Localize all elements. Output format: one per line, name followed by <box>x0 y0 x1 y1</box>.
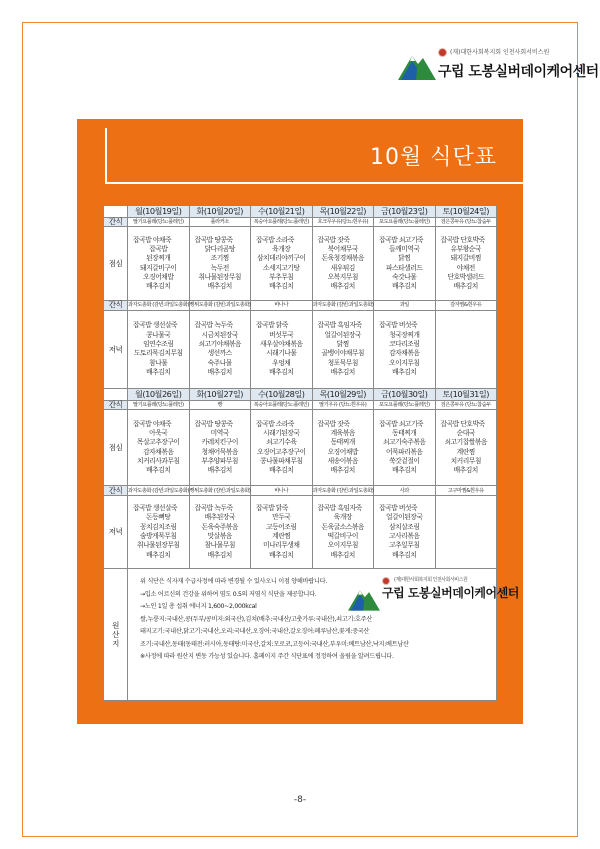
title-block <box>105 128 523 184</box>
menu-item: 야채전 <box>456 263 475 272</box>
day-header: 금(10월30일) <box>374 389 436 401</box>
menu-item: 새우살야채볶음 <box>260 340 303 349</box>
menu-item: 돈육청경채볶음 <box>321 254 364 263</box>
snack-cell: 빵 <box>189 400 251 409</box>
menu-item: 잡곡밥 <box>149 244 168 253</box>
menu-item: 치커리무침 <box>450 456 481 465</box>
menu-item: 돈육굴소스볶음 <box>321 522 364 531</box>
menu-item: 얼갈이된장국 <box>386 513 423 522</box>
menu-item: 숙갓나물 <box>392 272 417 281</box>
menu-item: 배추김치 <box>392 466 417 475</box>
menu-item: 돼지갈비찜 <box>450 254 481 263</box>
menu-item: 돈등뼈탕 <box>146 513 171 522</box>
meal-cell <box>189 495 251 568</box>
origin-label <box>104 569 128 701</box>
menu-item: 배추김치 <box>330 550 355 559</box>
menu-item: 숨방게묵무침 <box>140 531 177 540</box>
note-line: 위 식단은 식자재 수급사정에 따라 변경될 수 있사오니 이점 양해바랍니다. <box>140 578 327 586</box>
snack-cell: 사과 <box>374 486 436 495</box>
menu-item: 청포묵무침 <box>327 358 358 367</box>
menu-item: 골뱅이야채무침 <box>321 349 364 358</box>
notes-logo <box>348 575 519 615</box>
menu-item: 잡곡밥 흑임자죽 <box>317 321 362 330</box>
menu-item: 배추김치 <box>207 282 232 291</box>
snack-cell: 뻥튀도총화 (감빈:과일도총화) <box>189 302 251 309</box>
snack-cell: 딸기우유 (당뇨:흰우유) <box>312 400 374 409</box>
note-line: ※사정에 따라 원산지 변동 가능성 있습니다. 홈페이지 주간 식단표에 정정하여 올림을 알려드립니다. <box>140 653 394 661</box>
meal-cell <box>189 310 251 388</box>
note-line: →노인 1일 총 섭취 에너지 1,600~2,000kcal <box>140 603 257 611</box>
menu-item: 새송이볶음 <box>327 456 358 465</box>
menu-item: 잡곡밥 녹두죽 <box>194 321 233 330</box>
menu-item: 맛살볶음 <box>207 531 232 540</box>
meal-cell <box>251 310 313 388</box>
meal-cell <box>312 310 374 388</box>
menu-item: 배추김치 <box>269 367 294 376</box>
menu-item: 잡곡밥 야채죽 <box>133 235 172 244</box>
menu-item: 콩나물파채무침 <box>260 456 303 465</box>
menu-item: 만두국 <box>272 513 291 522</box>
org-name: 구립 도봉실버데이케어센터 <box>438 64 599 80</box>
menu-item: 동태찌개 <box>330 438 355 447</box>
note-line: 돼지고기:국내산,닭고기:국내산,오리:국내산,오징어:국내산,갈오징어:페루남산,꽃게:중국산 <box>140 628 370 636</box>
menu-item: 돼지갈비구이 <box>140 263 177 272</box>
lunch-row <box>104 226 497 300</box>
menu-item: 쑥갓겉절이 <box>389 456 420 465</box>
menu-item: 오징어채밥 <box>327 447 358 456</box>
menu-item: 미나리무생채 <box>263 541 300 550</box>
menu-item: 계육볶음 <box>330 429 355 438</box>
menu-item: 임연수조림 <box>143 340 174 349</box>
menu-item: 잡곡밥 소라죽 <box>256 419 295 428</box>
snack-row <box>104 301 497 310</box>
meal-cell <box>435 310 497 388</box>
menu-item: 계란찜 <box>456 447 475 456</box>
snack-cell: 바나나 <box>251 301 313 310</box>
menu-item: 생선까스 <box>207 349 232 358</box>
menu-item: 잡곡밥 잣죽 <box>317 235 350 244</box>
logo-badge-icon <box>382 577 390 585</box>
menu-item: 배추김치 <box>146 466 171 475</box>
snack-cell: 복숭아요플레(당뇨:플레인) <box>251 400 313 409</box>
menu-item: 배추김치 <box>392 282 417 291</box>
snack-cell: 포도요플레(당뇨:플레인) <box>374 400 436 409</box>
notes-logo-name: 구립 도봉실버데이케어센터 <box>382 586 519 601</box>
snack-cell: 호크무우유(당뇨:흰우유) <box>312 217 374 226</box>
notes-row <box>104 569 497 701</box>
day-header: 화(10월20일) <box>189 206 251 218</box>
menu-item: 배추김치 <box>146 550 171 559</box>
corner-cell <box>104 206 128 218</box>
menu-item: 잡곡밥 흑임자죽 <box>317 504 362 513</box>
meal-cell <box>251 495 313 568</box>
menu-item: 단호박샐러드 <box>447 272 484 281</box>
corner-cell <box>104 389 128 401</box>
origin-label-char: 지 <box>112 639 119 649</box>
menu-item: 고등어조림 <box>266 522 297 531</box>
notes-logo-subtitle: (재)대한사회복지회 인천사회서비스원 <box>394 577 468 584</box>
menu-item: 잡곡밥 쇠고기죽 <box>379 235 424 244</box>
snack-cell: 과일 <box>374 301 436 310</box>
menu-item: 시래기나물 <box>266 349 297 358</box>
menu-item: 파스타샐러드 <box>386 263 423 272</box>
menu-item: 잡곡밥 버섯죽 <box>379 321 418 330</box>
meal-cell <box>251 410 313 486</box>
menu-item: 오이지무침 <box>389 358 420 367</box>
day-header: 목(10월29일) <box>312 389 374 401</box>
menu-item: 새우튀김 <box>330 263 355 272</box>
snack-cell: 포도요플레(당뇨:플레인) <box>374 217 436 226</box>
meal-cell <box>128 495 190 568</box>
menu-item: 잡곡밥 땅콩죽 <box>194 419 233 428</box>
meal-cell <box>435 410 497 486</box>
menu-item: 육개장 <box>272 244 291 253</box>
menu-item: 쇠고기찹쌀볶음 <box>444 438 487 447</box>
dinner-label: 저녁 <box>104 310 128 388</box>
menu-item: 치커리사과무침 <box>137 456 180 465</box>
dinner-row <box>104 495 497 568</box>
menu-item: 미역국 <box>210 429 229 438</box>
note-line: →입소 어르신의 건강을 위하여 염도 0.5의 저염식 식단을 제공합니다. <box>140 590 317 598</box>
menu-item: 잡곡밥 닭죽 <box>256 321 288 330</box>
menu-item: 닭찜 <box>398 254 411 263</box>
origin-label-char: 산 <box>112 629 119 639</box>
menu-item: 취나물된장무침 <box>198 272 241 281</box>
snack-cell: 복숭아요플레(당뇨:플레인) <box>251 217 313 226</box>
snack-cell: 과자도총화 (감빈:과일도총화) <box>312 302 374 309</box>
snack-label: 간식 <box>104 486 128 495</box>
menu-item: 청국장찌개 <box>389 330 420 339</box>
menu-item: 카레치킨구이 <box>201 438 238 447</box>
origin-label-char: 원 <box>112 620 119 630</box>
menu-item: 녹두전 <box>210 263 229 272</box>
menu-item: 어묵파리볶음 <box>386 447 423 456</box>
meal-cell <box>435 495 497 568</box>
lunch-label: 점심 <box>104 410 128 486</box>
menu-item: 코다리조림 <box>389 340 420 349</box>
menu-item: 잡곡밥 생선살죽 <box>133 321 178 330</box>
menu-item: 잡곡밥 단호박죽 <box>440 235 485 244</box>
snack-cell: 고구마찜&흰우유 <box>435 486 497 495</box>
menu-item: 배추김치 <box>146 367 171 376</box>
menu-item: 닭다리곰탕 <box>204 244 235 253</box>
menu-item: 배추김치 <box>269 466 294 475</box>
menu-item: 들깨미역국 <box>389 244 420 253</box>
snack-row <box>104 400 497 409</box>
day-header: 월(10월19일) <box>128 206 190 218</box>
snack-cell: 뻥튀도총화 (감빈:과일도총화) <box>189 487 251 494</box>
menu-item: 배추김치 <box>269 550 294 559</box>
menu-item: 잡곡밥 쇠고기죽 <box>379 419 424 428</box>
meal-cell <box>312 410 374 486</box>
meal-cell <box>435 226 497 300</box>
menu-item: 배추된장국 <box>204 513 235 522</box>
snack-row <box>104 217 497 226</box>
day-header-row <box>104 389 497 401</box>
snack-cell: 검은콩두유 (당뇨:참숨두 <box>435 400 497 409</box>
menu-item: 배추김치 <box>207 550 232 559</box>
snack-cell: 딸기요플레(당뇨:플레인) <box>128 400 190 409</box>
snack-cell: 과자도총화 (감빈:과일도총화) <box>128 487 190 494</box>
menu-item: 배추김치 <box>392 550 417 559</box>
menu-item: 부추양파무침 <box>201 456 238 465</box>
menu-item: 된장찌개 <box>146 254 171 263</box>
menu-item: 숙주나물 <box>207 358 232 367</box>
snack-cell: 과자도총화 (감빈:과일도총화) <box>128 302 190 309</box>
page-title: 10월 식단표 <box>370 145 497 170</box>
lunch-row <box>104 410 497 486</box>
snack-cell: 감자찜&흰우유 <box>435 301 497 310</box>
dinner-row <box>104 310 497 388</box>
menu-item: 계란찜 <box>272 531 291 540</box>
day-header: 월(10월26일) <box>128 389 190 401</box>
snack-label: 간식 <box>104 217 128 226</box>
meal-cell <box>251 226 313 300</box>
day-header: 토(10월31일) <box>435 389 497 401</box>
menu-item: 쇠고기숙주볶음 <box>383 438 426 447</box>
menu-item: 삼치데리야끼구이 <box>256 254 306 263</box>
menu-item: 아욱국 <box>149 429 168 438</box>
menu-item: 오이지무침 <box>327 541 358 550</box>
menu-item: 배추김치 <box>392 367 417 376</box>
meal-cell <box>128 410 190 486</box>
snack-cell: 과자도총화 (감빈:과일도총화) <box>312 487 374 494</box>
menu-item: 잡곡밥 잣죽 <box>317 419 350 428</box>
menu-table <box>103 205 519 701</box>
menu-item: 부추무침 <box>269 272 294 281</box>
menu-item: 목살고추장구이 <box>137 438 180 447</box>
snack-cell: 플라커소 <box>189 217 251 226</box>
menu-item: 취나물된장무침 <box>137 541 180 550</box>
notes-body <box>128 569 519 701</box>
lunch-label: 점심 <box>104 226 128 300</box>
menu-item: 고추잎무침 <box>389 541 420 550</box>
menu-item: 잡곡밥 야채죽 <box>133 419 172 428</box>
menu-item: 삼치살조림 <box>389 522 420 531</box>
page-number: -8- <box>293 795 307 805</box>
menu-item: 닭찜 <box>336 340 349 349</box>
menu-item: 배추김치 <box>453 466 478 475</box>
menu-item: 잡곡밥 소라죽 <box>256 235 295 244</box>
mountain-logo-icon <box>348 585 380 611</box>
menu-item: 배추김치 <box>330 367 355 376</box>
menu-item: 유부왕순국 <box>450 244 481 253</box>
day-header: 화(10월27일) <box>189 389 251 401</box>
day-header-row <box>104 206 497 218</box>
org-subtitle: (재)대한사회복지회 인천사회서비스원 <box>450 49 550 56</box>
snack-label: 간식 <box>104 400 128 409</box>
menu-item: 오징어채밥 <box>143 272 174 281</box>
meal-cell <box>189 226 251 300</box>
menu-item: 감자채볶음 <box>389 349 420 358</box>
menu-item: 꽁치김치조림 <box>140 522 177 531</box>
menu-item: 배추김치 <box>453 282 478 291</box>
menu-item: 오복지무침 <box>327 272 358 281</box>
meal-cell <box>374 495 436 568</box>
day-header: 목(10월22일) <box>312 206 374 218</box>
menu-item: 시래기된장국 <box>263 429 300 438</box>
day-header: 수(10월28일) <box>251 389 313 401</box>
menu-item: 잡곡밥 땅콩죽 <box>194 235 233 244</box>
menu-item: 참나물 <box>149 358 168 367</box>
menu-item: 우엉채 <box>272 358 291 367</box>
meal-cell <box>189 410 251 486</box>
dinner-label: 저녁 <box>104 495 128 568</box>
menu-item: 잡곡밥 생선살죽 <box>133 504 178 513</box>
menu-item: 배추김치 <box>207 367 232 376</box>
snack-label: 간식 <box>104 301 128 310</box>
meal-cell <box>374 226 436 300</box>
mountain-logo-icon <box>398 50 436 80</box>
menu-item: 떡갈비구이 <box>327 531 358 540</box>
meal-cell <box>128 310 190 388</box>
menu-item: 북어채무국 <box>327 244 358 253</box>
menu-item: 오징어고추장구이 <box>256 447 306 456</box>
menu-item: 잡곡밥 버섯죽 <box>379 504 418 513</box>
note-line: 조기:국내산,동태(동태전:러시아,동태탕:미국산,갈치:모로코,고등어:국내산,부우미:베트남산,낙지:베트남산 <box>140 640 409 648</box>
menu-item: 얼갈이된장국 <box>324 330 361 339</box>
menu-item: 배추김치 <box>330 282 355 291</box>
menu-item: 소세지고기탕 <box>263 263 300 272</box>
menu-item: 순대국 <box>456 429 475 438</box>
menu-item: 고사리볶음 <box>389 531 420 540</box>
menu-item: 배추김치 <box>269 282 294 291</box>
menu-item: 돈육숙주볶음 <box>201 522 238 531</box>
header-logo <box>398 48 599 82</box>
meal-cell <box>312 226 374 300</box>
menu-item: 조기찜 <box>210 254 229 263</box>
meal-cell <box>374 310 436 388</box>
menu-item: 육개장 <box>333 513 352 522</box>
day-header: 금(10월23일) <box>374 206 436 218</box>
menu-item: 동태찌개 <box>392 429 417 438</box>
meal-cell <box>312 495 374 568</box>
menu-item: 시금치된장국 <box>201 330 238 339</box>
menu-item: 콩나물국 <box>146 330 171 339</box>
menu-item: 쇠고기야채볶음 <box>198 340 241 349</box>
menu-item: 잡곡밥 닭죽 <box>256 504 288 513</box>
snack-row <box>104 486 497 495</box>
menu-item: 배추김치 <box>146 282 171 291</box>
menu-item: 배추김치 <box>330 466 355 475</box>
menu-item: 잡곡밥 녹두죽 <box>194 504 233 513</box>
menu-item: 감자채볶음 <box>143 447 174 456</box>
logo-badge-icon <box>438 48 447 57</box>
menu-item: 잡곡밥 단호박죽 <box>440 419 485 428</box>
meal-cell <box>128 226 190 300</box>
menu-item: 버섯무국 <box>269 330 294 339</box>
menu-item: 배추김치 <box>207 466 232 475</box>
menu-item: 도토리묵김치무침 <box>133 349 183 358</box>
day-header: 수(10월21일) <box>251 206 313 218</box>
snack-cell: 딸기요플레(당뇨:플레인) <box>128 217 190 226</box>
meal-cell <box>374 410 436 486</box>
menu-item: 청채어묵볶음 <box>201 447 238 456</box>
snack-cell: 바나나 <box>251 486 313 495</box>
day-header: 토(10월24일) <box>435 206 497 218</box>
menu-item: 참나물무침 <box>204 541 235 550</box>
snack-cell: 검은콩두유 (당뇨:참숨두 <box>435 217 497 226</box>
note-line: 쌀,누룽지:국내산,콩(두부/콩비지:외국산),김치(배추:국내산/고춧가루:국내산),쇠고기:호주산 <box>140 615 372 623</box>
menu-item: 쇠고기수육 <box>266 438 297 447</box>
